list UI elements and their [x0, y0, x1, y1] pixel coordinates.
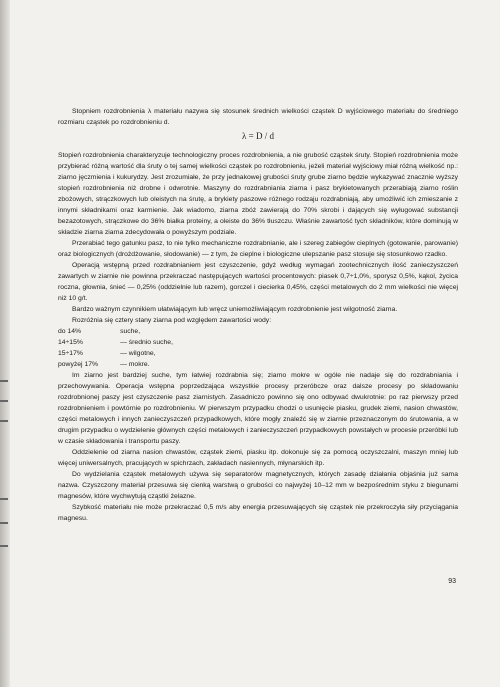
- margin-mark: [0, 498, 8, 500]
- table-row: [58, 348, 195, 359]
- grade-range: powyżej 17%: [58, 360, 99, 368]
- margin-mark: [0, 380, 8, 382]
- body-text: [58, 106, 458, 524]
- margin-mark: [0, 400, 8, 402]
- table-row: [58, 337, 195, 348]
- paragraph-3: Przerabiać tego gatunku pasz, to nie tylko mechaniczne rozdrabnianie, ale i szereg zabiegów cieplnych (gotowanie, parowanie) oraz biologicznych (drożdżowanie, słodowanie) — z tym, że cieplne i biologiczne ulepszanie pasz stosuje się stosunkowo rzadko.: [58, 239, 458, 258]
- page-number: 93: [448, 578, 456, 585]
- grade-state: — mokre.: [120, 360, 150, 368]
- paragraph-7: Im ziarno jest bardziej suche, tym łatwiej rozdrabnia się; ziarno mokre w ogóle nie nadaje się do rozdrabniania i przechowywania. Operacja wstępna poprzedzająca wszystkie procesy przeróbcze oraz dalsze procesy po składowaniu rozdrobnionej paszy jest czyszczenie pasz ziarnistych. Zasadniczo powinno się ono odbywać dwukrotnie: po raz pierwszy przed rozdrobnieniem i powtórnie po rozdrobnieniu. W pierwszym przypadku chodzi o usunięcie piasku, grudek ziemi, nasion chwastów, części metalowych i innych zanieczyszczeń przypadkowych, które mogły znaleźć się w ziarnie przeznaczonym do śrutowania, a w drugim przypadku o wydzielenie głównych części metalowych i zanieczyszczeń przypadkowych powstałych w procesie przeróbki lub w czasie składowania i transportu paszy.: [58, 371, 458, 445]
- table-row: [58, 359, 195, 370]
- paragraph-9: Do wydzielania cząstek metalowych używa się separatorów magnetycznych, których zasadę działania objaśnia już sama nazwa. Czyszczony materiał przesuwa się cienką warstwą o grubości co najwyżej 10–12 mm w bezpośrednim styku z biegunami magnesów, które wychwytują cząstki żelazne.: [58, 470, 458, 500]
- formula: λ = D / d: [242, 131, 274, 141]
- paragraph-2: Stopień rozdrobnienia charakteryzuje technologiczny proces rozdrobnienia, a nie grubość cząstek śruty. Stopień rozdrobnienia może przybierać różną wartość dla śruty o tej samej wielkości cząstek po rozdrobnieniu, jeżeli materiał wyjściowy miał różną wielkość np.: ziarno jęczmienia i kukurydzy. Jest zrozumiałe, że przy jednakowej grubości śruty grube ziarno będzie wykazywać znacznie wyższy stopień rozdrobnienia niż drobne i odwrotnie. Maszyny do rozdrabniania ziarna i pasz brykietowanych przerabiają ziarno roślin zbożowych, strączkowych lub oleistych na śrutę, a brykiety paszowe różnego rodzaju rozdrabniają, aby umożliwić ich zmieszanie z innymi składnikami oraz karmienie. Jak wiadomo, ziarna zbóż zawierają do 70% skrobi i dających się wyługować substancji bezazotowych, strączkowe do 36% białka proteiny, a oleiste do 36% tłuszczu. Właśnie zawartość tych składników, które dominują w składzie ziarna ziarna zdecydowała o powyższym podziale.: [58, 151, 458, 236]
- margin-mark: [0, 420, 8, 422]
- binding-spine: [0, 0, 10, 687]
- paragraph-1: Stopniem rozdrobnienia λ materiału nazywa się stosunek średnich wielkości cząstek D wyjściowego materiału do średniego rozmiaru cząstek po rozdrobnieniu d.: [58, 108, 458, 126]
- margin-mark: [0, 522, 8, 524]
- paragraph-4: Operacją wstępną przed rozdrabnianiem jest czyszczenie, gdyż według wymagań zootechnicznych ilość zanieczyszczeń zawartych w ziarnie nie powinna przekraczać następujących wartości procentowych: piasek 0,7÷1,0%, sporysz 0,5%, kąkol, życica roczna, głownia, śnieć — 0,25% (oddzielnie lub razem), gorczel i ciecierka 0,45%, części metalowych do 2 mm wielkości nie więcej niż 10 g/t.: [58, 261, 458, 302]
- grade-range: 14÷15%: [58, 338, 83, 346]
- moisture-grades-table: [58, 326, 195, 370]
- margin-mark: [0, 545, 8, 547]
- paragraph-10: Szybkość materiału nie może przekraczać 0,5 m/s aby energia przesuwających się cząstek nie przekroczyła siły przyciągania magnesu.: [58, 503, 458, 522]
- grade-state: suche,: [120, 327, 141, 335]
- grade-range: 15÷17%: [58, 349, 83, 357]
- paragraph-5: Bardzo ważnym czynnikiem ułatwiającym lub wręcz uniemożliwiającym rozdrobnienie jest wilgotność ziarna.: [72, 305, 398, 313]
- paragraph-8: Oddzielenie od ziarna nasion chwastów, cząstek ziemi, piasku itp. dokonuje się za pomocą oczyszczalni, maszyn mniej lub więcej uniwersalnych, pracujących w spichrzach, zakładach nasiennych, młynarskich itp.: [58, 448, 458, 467]
- paragraph-6: Rozróżnia się cztery stany ziarna pod względem zawartości wody:: [72, 316, 272, 324]
- table-row: [58, 326, 195, 337]
- grade-state: — średnio suche,: [120, 338, 173, 346]
- grade-range: do 14%: [58, 327, 82, 335]
- grade-state: — wilgotne,: [120, 349, 156, 357]
